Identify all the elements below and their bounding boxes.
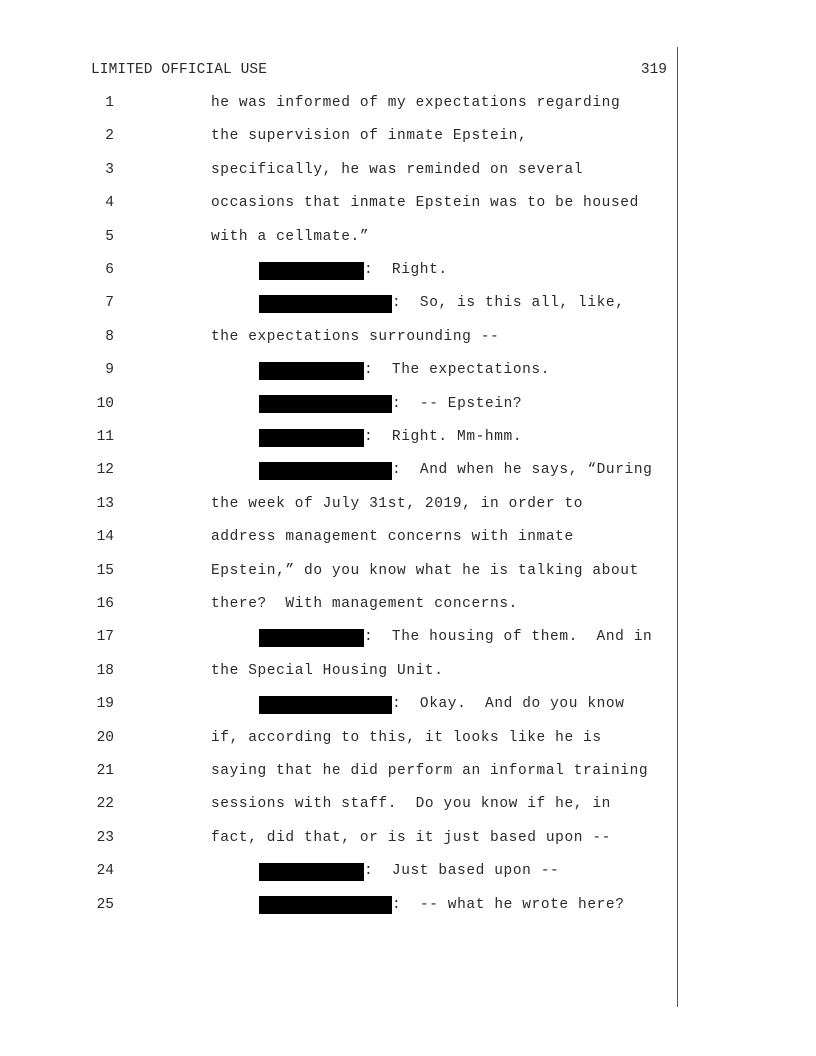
line-text: saying that he did perform an informal training <box>211 763 649 779</box>
speaker-turn <box>259 359 550 381</box>
line-number: 8 <box>105 328 114 345</box>
transcript-line <box>0 459 676 481</box>
speech-text: : Right. Mm-hmm. <box>364 429 523 445</box>
line-number: 13 <box>96 495 114 512</box>
redacted-speaker-name <box>259 696 392 714</box>
speaker-turn <box>259 259 448 281</box>
line-number: 11 <box>96 429 114 445</box>
redacted-speaker-name <box>259 429 364 447</box>
line-text: specifically, he was reminded on several <box>211 161 584 178</box>
line-number: 25 <box>96 896 114 913</box>
line-text: the expectations surrounding -- <box>211 328 500 345</box>
line-text: there? With management concerns. <box>211 596 518 612</box>
speech-text: : And when he says, “During <box>392 462 653 479</box>
line-text: sessions with staff. Do you know if he, in <box>211 796 611 813</box>
transcript-line <box>0 693 676 715</box>
redacted-speaker-name <box>259 462 392 480</box>
line-number: 24 <box>96 863 114 880</box>
speech-text: : So, is this all, like, <box>392 295 625 312</box>
line-text: the Special Housing Unit. <box>211 662 444 679</box>
speech-text: : Right. <box>364 262 448 278</box>
transcript-line <box>0 894 676 916</box>
line-number: 19 <box>96 696 114 713</box>
transcript-line <box>0 793 676 815</box>
speech-text: : The housing of them. And in <box>364 629 653 646</box>
line-number: 21 <box>96 763 114 779</box>
line-number: 22 <box>96 796 114 813</box>
redacted-speaker-name <box>259 362 364 380</box>
transcript-line <box>0 560 676 582</box>
speaker-turn <box>259 292 625 314</box>
speech-text: : Just based upon -- <box>364 863 560 880</box>
transcript-line <box>0 359 676 381</box>
redacted-speaker-name <box>259 896 392 914</box>
page-number: 319 <box>640 62 667 78</box>
transcript-line <box>0 192 676 214</box>
line-number: 3 <box>105 161 114 178</box>
redacted-speaker-name <box>259 395 392 413</box>
speaker-turn <box>259 459 652 481</box>
transcript-line <box>0 226 676 248</box>
line-number: 7 <box>105 295 114 312</box>
line-number: 4 <box>105 195 114 212</box>
line-text: address management concerns with inmate <box>211 529 574 546</box>
speech-text: : The expectations. <box>364 362 551 379</box>
transcript-line <box>0 760 676 782</box>
speech-text: : -- what he wrote here? <box>392 896 625 913</box>
redacted-speaker-name <box>259 295 392 313</box>
transcript-line <box>0 493 676 515</box>
line-number: 14 <box>96 529 114 546</box>
line-number: 5 <box>105 228 114 245</box>
speech-text: : -- Epstein? <box>392 395 523 412</box>
line-number: 18 <box>96 662 114 679</box>
line-number: 2 <box>105 128 114 145</box>
speaker-turn <box>259 426 522 448</box>
transcript-line <box>0 259 676 281</box>
line-number: 17 <box>96 629 114 646</box>
line-text: he was informed of my expectations regarding <box>211 95 621 111</box>
line-number: 16 <box>96 596 114 612</box>
speech-text: : Okay. And do you know <box>392 696 625 713</box>
line-text: Epstein,” do you know what he is talking about <box>211 562 639 579</box>
line-number: 23 <box>96 829 114 846</box>
transcript-line <box>0 827 676 849</box>
line-number: 15 <box>96 562 114 579</box>
line-text: with a cellmate.” <box>211 228 370 245</box>
speaker-turn <box>259 693 625 715</box>
transcript-line <box>0 660 676 682</box>
line-text: the week of July 31st, 2019, in order to <box>211 495 584 512</box>
line-text: occasions that inmate Epstein was to be housed <box>211 195 639 212</box>
line-text: fact, did that, or is it just based upon -- <box>211 829 611 846</box>
line-number: 20 <box>96 729 114 746</box>
speaker-turn <box>259 626 652 648</box>
transcript-line <box>0 526 676 548</box>
transcript-line <box>0 326 676 348</box>
redacted-speaker-name <box>259 629 364 647</box>
line-number: 12 <box>96 462 114 479</box>
transcript-line <box>0 426 676 448</box>
line-number: 1 <box>105 95 114 111</box>
line-number: 6 <box>105 262 114 278</box>
line-text: if, according to this, it looks like he is <box>211 729 602 746</box>
speaker-turn <box>259 894 625 916</box>
transcript-line <box>0 727 676 749</box>
transcript-line <box>0 125 676 147</box>
redacted-speaker-name <box>259 262 364 280</box>
transcript-line <box>0 593 676 615</box>
transcript-line <box>0 860 676 882</box>
speaker-turn <box>259 393 522 415</box>
redacted-speaker-name <box>259 863 364 881</box>
transcript-line <box>0 393 676 415</box>
transcript-line <box>0 292 676 314</box>
line-number: 10 <box>96 395 114 412</box>
transcript-line <box>0 159 676 181</box>
transcript-line <box>0 92 676 114</box>
speaker-turn <box>259 860 559 882</box>
classification-header: LIMITED OFFICIAL USE <box>91 62 268 78</box>
line-text: the supervision of inmate Epstein, <box>211 128 528 145</box>
transcript-line <box>0 626 676 648</box>
line-number: 9 <box>105 362 114 379</box>
